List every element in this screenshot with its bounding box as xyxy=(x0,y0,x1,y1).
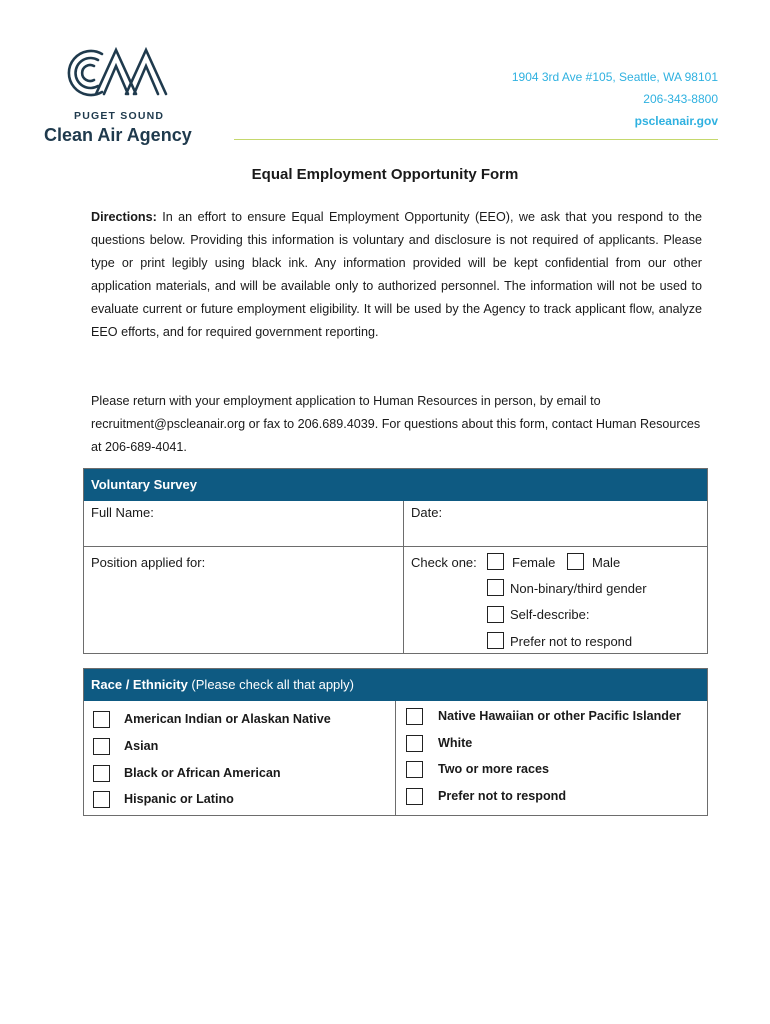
female-option-label: Female xyxy=(512,555,556,570)
race-header-note: (Please check all that apply) xyxy=(187,677,355,692)
form-title: Equal Employment Opportunity Form xyxy=(251,166,519,183)
race-option-black: Black or African American xyxy=(124,766,281,780)
position-applied-label: Position applied for: xyxy=(91,555,206,570)
logo-text-clean-air-agency: Clean Air Agency xyxy=(44,125,192,145)
check-one-label: Check one: xyxy=(411,555,477,570)
male-checkbox[interactable] xyxy=(567,553,584,570)
voluntary-survey-header-text: Voluntary Survey xyxy=(91,477,197,492)
race-column-divider xyxy=(395,701,396,815)
directions-paragraph xyxy=(91,206,702,344)
contact-address: 1904 3rd Ave #105, Seattle, WA 98101 xyxy=(511,70,718,84)
race-checkbox-native-hawaiian[interactable] xyxy=(406,708,423,725)
race-checkbox-hispanic[interactable] xyxy=(93,791,110,808)
race-checkbox-prefer-not[interactable] xyxy=(406,788,423,805)
logo-text-puget-sound: PUGET SOUND xyxy=(74,110,165,122)
race-checkbox-asian[interactable] xyxy=(93,738,110,755)
female-checkbox[interactable] xyxy=(487,553,504,570)
date-label: Date: xyxy=(411,505,443,520)
survey-row-divider xyxy=(84,546,707,547)
race-option-white: White xyxy=(438,736,473,750)
full-name-label: Full Name: xyxy=(91,505,154,520)
voluntary-survey-header xyxy=(84,469,707,501)
nonbinary-option-label: Non-binary/third gender xyxy=(510,581,647,596)
nonbinary-checkbox[interactable] xyxy=(487,579,504,596)
caa-logo-mark-icon xyxy=(60,44,172,102)
race-checkbox-white[interactable] xyxy=(406,735,423,752)
contact-phone: 206-343-8800 xyxy=(643,92,718,106)
race-option-hispanic: Hispanic or Latino xyxy=(124,792,234,806)
self-describe-option-label: Self-describe: xyxy=(510,607,590,622)
race-ethnicity-header xyxy=(84,669,707,701)
race-option-two-or-more: Two or more races xyxy=(438,762,550,776)
self-describe-checkbox[interactable] xyxy=(487,606,504,623)
race-option-prefer-not: Prefer not to respond xyxy=(438,789,567,803)
prefer-not-checkbox[interactable] xyxy=(487,632,504,649)
male-option-label: Male xyxy=(592,555,621,570)
header-divider xyxy=(234,139,718,140)
race-checkbox-american-indian[interactable] xyxy=(93,711,110,728)
race-header-bold: Race / Ethnicity xyxy=(91,677,188,692)
agency-logo xyxy=(44,44,194,148)
survey-column-divider xyxy=(403,501,404,653)
contact-website[interactable]: pscleanair.gov xyxy=(634,114,718,128)
prefer-not-option-label: Prefer not to respond xyxy=(510,634,633,649)
directions-text: In an effort to ensure Equal Employment Opportunity (EEO), we ask that you respond to the questions below. Providing this information is voluntary and disclosure is not required of applicants. Please type or print legibly using black ink. Any information provided will be kept confidential from our other application materials, and will be available only to authorized personnel. The information will not be used to evaluate current or future employment eligibility. It will be used by the Agency to track applicant flow, analyze EEO efforts, and for required government reporting. xyxy=(91,210,702,339)
return-instructions: Please return with your employment application to Human Resources in person, by email to recruitment@pscleanair.org or fax to 206.689.4039. For questions about this form, contact Human Resources at 206-689-4041. xyxy=(91,394,701,454)
race-checkbox-two-or-more[interactable] xyxy=(406,761,423,778)
contact-block xyxy=(512,66,718,132)
race-option-american-indian: American Indian or Alaskan Native xyxy=(124,712,331,726)
race-option-asian: Asian xyxy=(124,739,159,753)
voluntary-survey-table xyxy=(83,468,708,654)
race-option-native-hawaiian: Native Hawaiian or other Pacific Islander xyxy=(438,709,681,723)
race-ethnicity-table xyxy=(83,668,708,816)
race-checkbox-black[interactable] xyxy=(93,765,110,782)
directions-lead: Directions: xyxy=(91,210,157,224)
